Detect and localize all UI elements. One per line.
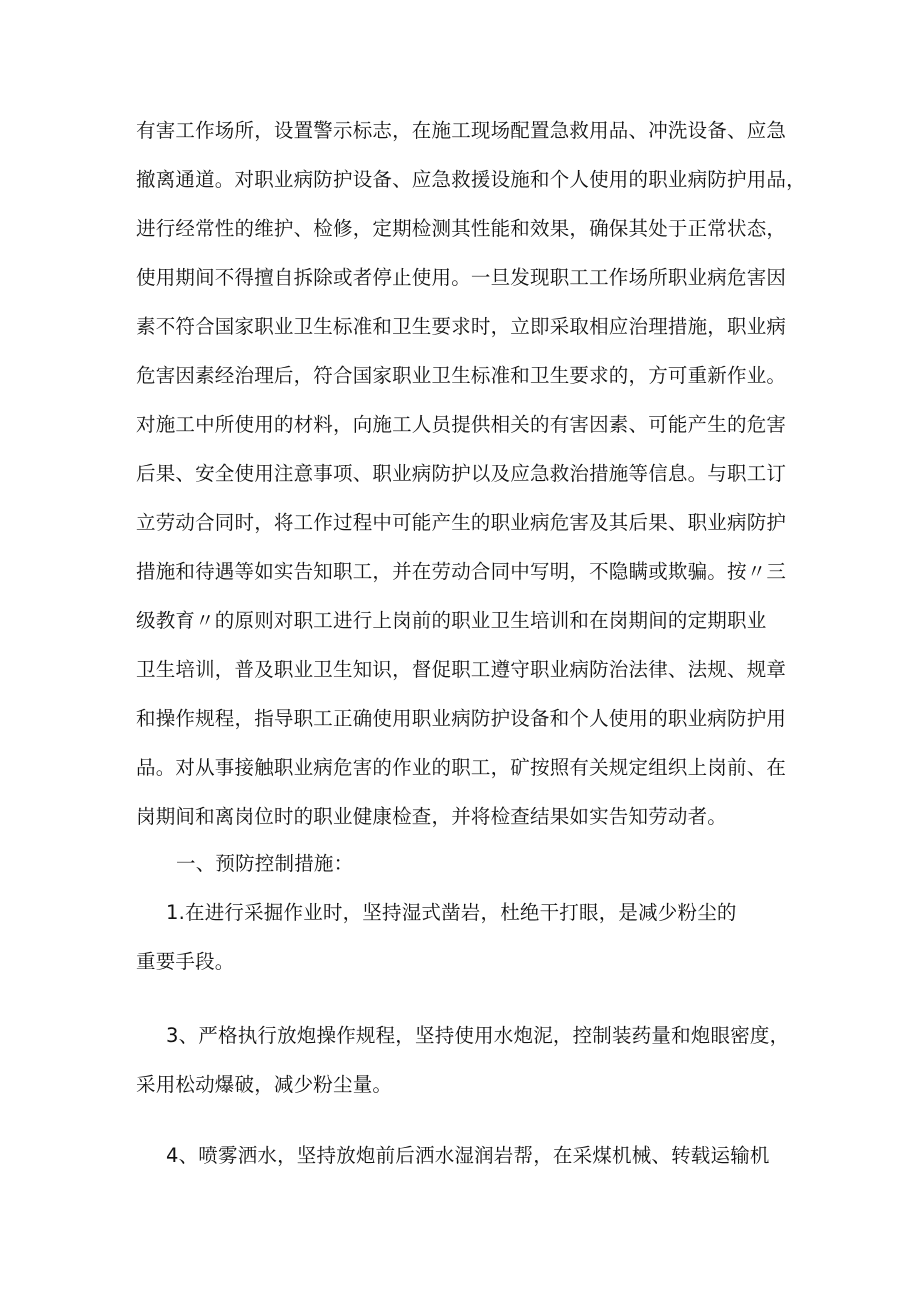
measure-4-line-1: 4、喷雾洒水，坚持放炮前后洒水湿润岩帮，在采煤机械、转载运输机 <box>166 1144 770 1167</box>
body-text-line: 岗期间和离岗位时的职业健康检查，并将检查结果如实告知劳动者。 <box>136 805 728 828</box>
body-text-line: 后果、安全使用注意事项、职业病防护以及应急救治措施等信息。与职工订 <box>136 462 787 485</box>
body-text-line: 有害工作场所，设置警示标志，在施工现场配置急救用品、冲洗设备、应急 <box>136 119 787 142</box>
measure-3-line-1: 3、严格执行放炮操作规程，坚持使用水炮泥，控制装药量和炮眼密度， <box>166 1024 790 1047</box>
body-text-line: 措施和待遇等如实告知职工，并在劳动合同中写明，不隐瞒或欺骗。按〃三 <box>136 560 787 583</box>
body-text-line: 立劳动合同时，将工作过程中可能产生的职业病危害及其后果、职业病防护 <box>136 511 787 534</box>
measure-3-line-2: 采用松动爆破，减少粉尘量。 <box>136 1073 393 1096</box>
body-text-line: 对施工中所使用的材料，向施工人员提供相关的有害因素、可能产生的危害 <box>136 413 787 436</box>
body-text-line: 素不符合国家职业卫生标准和卫生要求时，立即采取相应治理措施，职业病 <box>136 315 787 338</box>
body-text-line: 使用期间不得擅自拆除或者停止使用。一旦发现职工工作场所职业病危害因 <box>136 266 787 289</box>
section-heading: 一、预防控制措施： <box>176 852 354 875</box>
measure-1-line-2: 重要手段。 <box>136 950 235 973</box>
body-text-line: 进行经常性的维护、检修，定期检测其性能和效果，确保其处于正常状态， <box>136 217 787 240</box>
body-text-line: 和操作规程，指导职工正确使用职业病防护设备和个人使用的职业病防护用 <box>136 707 787 730</box>
body-text-line: 卫生培训，普及职业卫生知识，督促职工遵守职业病防治法律、法规、规章 <box>136 658 787 681</box>
body-text-line: 级教育〃的原则对职工进行上岗前的职业卫生培训和在岗期间的定期职业 <box>136 609 767 632</box>
body-text-line: 危害因素经治理后，符合国家职业卫生标准和卫生要求的，方可重新作业。 <box>136 364 787 387</box>
body-text-line: 品。对从事接触职业病危害的作业的职工，矿按照有关规定组织上岗前、在 <box>136 756 787 779</box>
body-text-line: 撤离通道。对职业病防护设备、应急救援设施和个人使用的职业病防护用品， <box>136 168 806 191</box>
measure-1-line-1: 1.在进行采掘作业时，坚持湿式凿岩，杜绝干打眼，是减少粉尘的 <box>166 901 737 924</box>
